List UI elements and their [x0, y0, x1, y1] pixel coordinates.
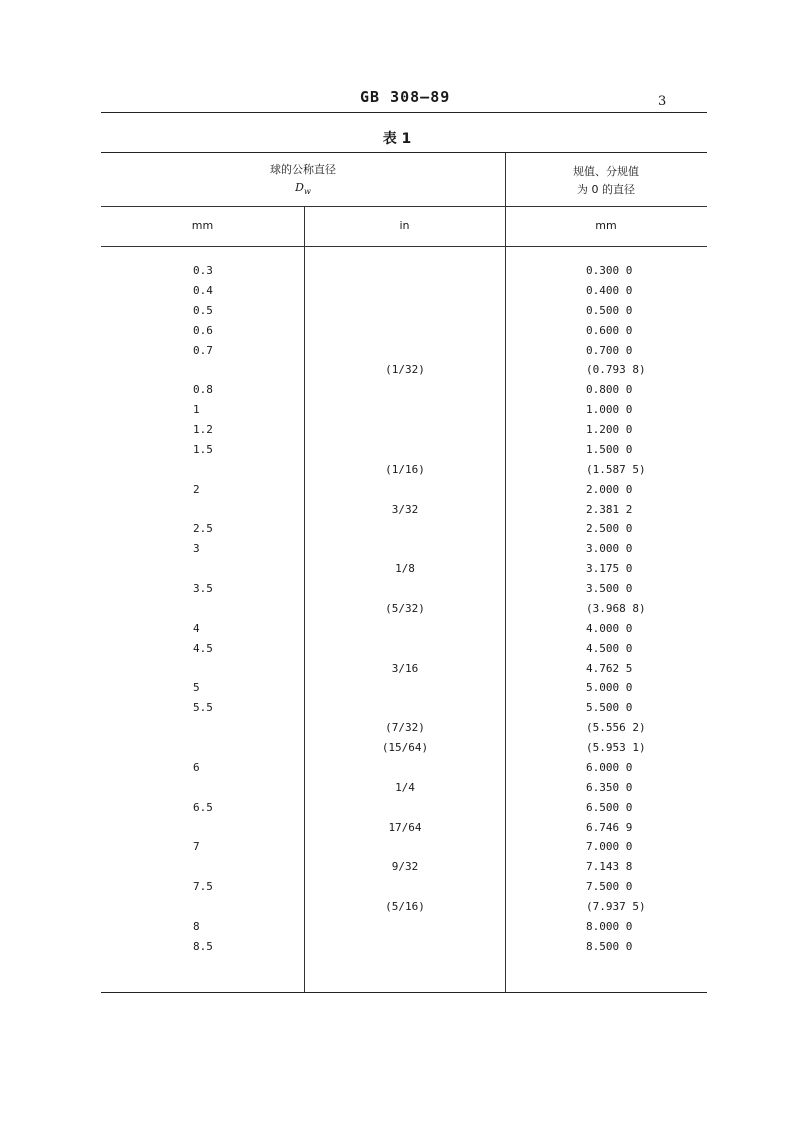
right-header-line2: 为 0 的直径: [577, 183, 635, 196]
cell-mm: 2.5: [193, 522, 213, 536]
cell-value: 4.000 0: [586, 621, 633, 635]
cell-value: 8.500 0: [586, 939, 633, 953]
cell-value: 0.400 0: [586, 283, 633, 297]
cell-mm: 0.3: [193, 264, 213, 277]
cell-mm: 5.5: [193, 701, 213, 715]
cell-value: 6.746 9: [586, 820, 633, 834]
cell-mm: 8: [193, 919, 200, 933]
cell-in: 3/16: [391, 661, 419, 675]
cell-value: 0.500 0: [586, 303, 633, 317]
table-row: [0, 363, 794, 383]
cell-value: 6.000 0: [586, 760, 633, 774]
table-row: [0, 443, 794, 463]
col-group-title: 球的公称直径: [270, 163, 336, 176]
page-number: 3: [658, 94, 667, 109]
cell-in: (5/32): [385, 601, 425, 615]
table-row: [0, 761, 794, 781]
table-row: [0, 781, 794, 801]
unit-divider: [101, 246, 707, 247]
cell-value: 1.200 0: [586, 423, 633, 436]
cell-value: (5.953 1): [586, 741, 646, 754]
table-row: [0, 642, 794, 662]
table-row: [0, 562, 794, 582]
unit-value-mm: mm: [595, 219, 617, 232]
table-row: [0, 801, 794, 821]
header-rule: [101, 112, 707, 113]
cell-in: (7/32): [385, 721, 425, 735]
cell-value: 5.000 0: [586, 681, 633, 695]
table-row: [0, 324, 794, 344]
cell-in: 1/4: [395, 780, 415, 794]
cell-value: 7.500 0: [586, 880, 633, 894]
cell-mm: 3: [193, 542, 200, 556]
standard-number: GB 308—89: [360, 88, 451, 106]
symbol-d: D: [295, 181, 304, 194]
table-row: [0, 463, 794, 483]
header-divider: [101, 206, 707, 207]
table-row: [0, 821, 794, 841]
table-row: [0, 721, 794, 741]
table-row: [0, 602, 794, 622]
cell-in: 9/32: [391, 860, 419, 874]
table-row: [0, 681, 794, 701]
cell-mm: 2: [193, 482, 200, 496]
cell-value: (5.556 2): [586, 721, 646, 735]
cell-mm: 1.2: [193, 423, 213, 436]
cell-value: 0.600 0: [586, 323, 633, 337]
cell-mm: 4.5: [193, 641, 213, 655]
cell-mm: 3.5: [193, 582, 213, 595]
table-caption: 表 1: [382, 131, 412, 147]
cell-mm: 0.7: [193, 343, 213, 357]
cell-mm: 7: [193, 840, 200, 854]
cell-value: 0.800 0: [586, 383, 633, 397]
cell-value: 8.000 0: [586, 919, 633, 933]
cell-value: (1.587 5): [586, 462, 646, 476]
table-row: [0, 840, 794, 860]
table-row: [0, 344, 794, 364]
unit-mm: mm: [191, 219, 214, 232]
cell-mm: 5: [193, 681, 200, 695]
cell-value: 6.500 0: [586, 800, 633, 814]
cell-mm: 0.5: [193, 303, 213, 317]
table-row: [0, 880, 794, 900]
table-row: [0, 542, 794, 562]
cell-mm: 6.5: [193, 800, 213, 814]
cell-value: 2.381 2: [586, 502, 633, 516]
table-row: [0, 522, 794, 542]
table-row: [0, 403, 794, 423]
cell-in: 3/32: [391, 502, 419, 516]
cell-mm: 1.5: [193, 442, 213, 456]
cell-mm: 0.6: [193, 323, 213, 337]
table-body: [0, 264, 794, 960]
cell-value: 0.300 0: [586, 264, 633, 277]
table-row: [0, 264, 794, 284]
cell-value: 3.000 0: [586, 542, 633, 556]
cell-value: 3.175 0: [586, 562, 633, 576]
table-row: [0, 662, 794, 682]
symbol-subscript: w: [303, 187, 311, 197]
table-row: [0, 383, 794, 403]
cell-value: 7.000 0: [586, 840, 633, 854]
cell-value: 4.500 0: [586, 641, 633, 655]
cell-mm: 7.5: [193, 880, 213, 894]
table-row: [0, 900, 794, 920]
col-group-symbol: [101, 181, 505, 196]
cell-value: 5.500 0: [586, 701, 633, 715]
cell-value: 1.000 0: [586, 403, 633, 417]
cell-in: (1/16): [385, 462, 425, 476]
table-row: [0, 701, 794, 721]
cell-in: (15/64): [381, 741, 429, 754]
cell-in: (1/32): [385, 363, 425, 377]
table-row: [0, 920, 794, 940]
cell-mm: 1: [193, 403, 200, 417]
table-row: [0, 582, 794, 602]
cell-value: 6.350 0: [586, 780, 633, 794]
table-row: [0, 860, 794, 880]
cell-mm: 0.8: [193, 383, 213, 397]
table-row: [0, 423, 794, 443]
cell-mm: 4: [193, 621, 200, 635]
table-row: [0, 483, 794, 503]
table-row: [0, 304, 794, 324]
cell-in: 1/8: [395, 562, 415, 576]
table-row: [0, 503, 794, 523]
cell-value: 0.700 0: [586, 343, 633, 357]
cell-value: (3.968 8): [586, 601, 646, 615]
table-row: [0, 741, 794, 761]
table-row: [0, 622, 794, 642]
table-row: [0, 940, 794, 960]
cell-value: 1.500 0: [586, 442, 633, 456]
right-header-line1: 规值、分规值: [573, 165, 639, 178]
cell-mm: 8.5: [193, 939, 213, 953]
cell-value: 4.762 5: [586, 661, 633, 675]
cell-value: (7.937 5): [586, 900, 646, 913]
cell-value: 2.000 0: [586, 482, 633, 496]
table-row: [0, 284, 794, 304]
unit-in: in: [399, 219, 410, 232]
cell-in: (5/16): [385, 900, 425, 913]
cell-in: 17/64: [388, 820, 422, 834]
cell-value: 2.500 0: [586, 522, 633, 536]
cell-mm: 0.4: [193, 283, 213, 297]
cell-value: 3.500 0: [586, 582, 633, 595]
cell-mm: 6: [193, 760, 200, 774]
cell-value: (0.793 8): [586, 363, 646, 377]
cell-value: 7.143 8: [586, 860, 633, 874]
